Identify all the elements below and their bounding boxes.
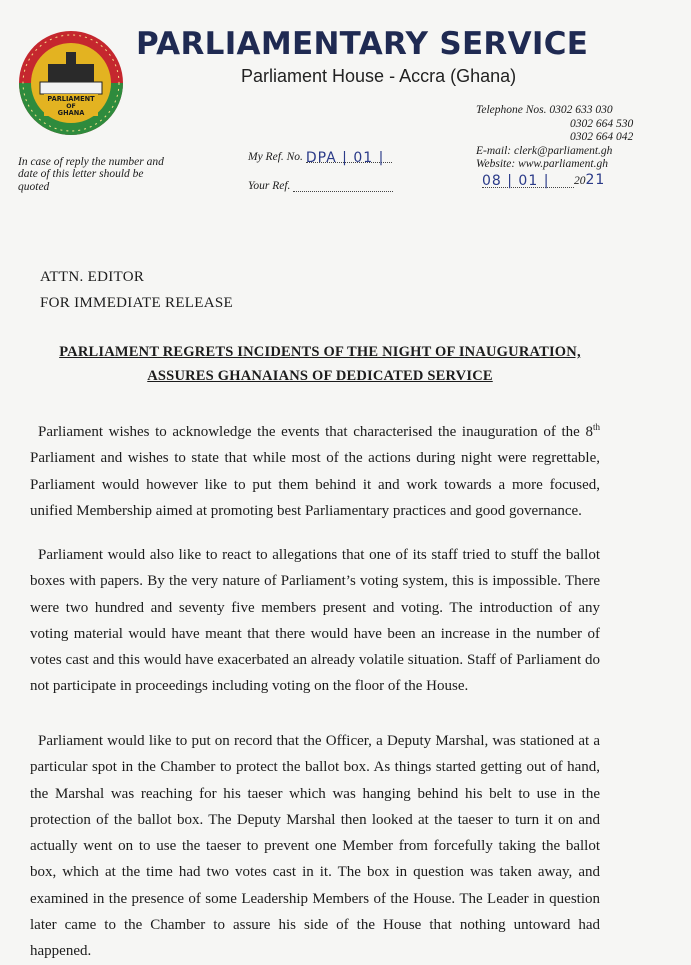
email-address: clerk@parliament.gh — [514, 144, 613, 157]
email-label: E-mail: — [476, 144, 512, 157]
press-release-headline — [40, 340, 600, 388]
your-ref-label: Your Ref. — [248, 180, 291, 192]
website-address: www.parliament.gh — [518, 158, 608, 171]
my-ref-label: My Ref. No. — [248, 151, 303, 163]
paragraph-1-superscript: th — [592, 422, 600, 432]
date-handwritten: 08 | 01 | — [482, 173, 550, 189]
your-ref-line — [248, 179, 393, 192]
logo-text-line3: GHANA — [57, 109, 85, 117]
logo-text-line1: PARLIAMENT — [47, 95, 95, 103]
your-ref-field — [293, 179, 393, 192]
my-ref-field — [305, 150, 392, 166]
date-year-prefix: 20 — [574, 175, 586, 187]
body-paragraph-3: Parliament would like to put on record that the Officer, a Deputy Marshal, was stationed at a particular spot in the Chamber to protect the ballot box. As things started getting out of hand, the Marshal was reaching for his taeser which was hanging behind his belt to use in the protection of the ballot box. The Deputy Marshal then looked at the taeser to turn it on and actually went on to use the taeser to prevent one Member from forcefully taking the ballot box, which at the time had two votes cast in it. The box in question was taken away, and examined in the presence of some Leadership Members of the House. The Leader in question later came to the Chamber to assure his side of the House that nothing untoward had happened. — [30, 733, 600, 960]
date-field — [482, 173, 574, 188]
headline-line-2: ASSURES GHANAIANS OF DEDICATED SERVICE — [147, 368, 493, 384]
paragraph-1-part-a: Parliament wishes to acknowledge the events that characterised the inauguration of the 8 — [38, 424, 593, 440]
body-paragraph-2: Parliament would also like to react to allegations that one of its staff tried to stuff the ballot boxes with papers. By the very nature of Parliament’s voting system, this is impossible. There were two hundred and seventy five members present and voting. The introduction of any voting material would have meant that there would have been an increase in the number of votes cast and this would have exacerbated an already volatile situation. Staff of Parliament do not participate in proceedings including voting on the floor of the House. — [30, 547, 600, 695]
attention-line-1: ATTN. EDITOR — [40, 269, 145, 285]
my-ref-value: DPA | 01 | — [305, 150, 385, 166]
attention-line-2: FOR IMMEDIATE RELEASE — [40, 295, 233, 311]
date-year-suffix: 21 — [585, 172, 606, 188]
body-paragraph-1 — [30, 414, 600, 524]
email-row — [476, 145, 633, 159]
telephone-number-3: 0302 664 042 — [570, 131, 634, 144]
website-label: Website: — [476, 158, 516, 171]
telephone-label: Telephone Nos. — [476, 104, 547, 116]
organization-address: Parliament House - Accra (Ghana) — [241, 66, 517, 86]
headline-line-1: PARLIAMENT REGRETS INCIDENTS OF THE NIGHT OF INAUGURATION, — [59, 344, 581, 360]
website-row — [476, 158, 633, 172]
logo-text-line2: OF — [66, 103, 76, 110]
parliament-seal-icon — [18, 30, 124, 136]
contact-block — [476, 104, 633, 172]
attention-block — [40, 264, 233, 316]
organization-name: PARLIAMENTARY SERVICE — [136, 26, 589, 62]
telephone-number-1: 0302 633 030 — [549, 104, 613, 116]
date-line — [482, 172, 605, 188]
telephone-row — [476, 104, 633, 118]
paragraph-1-part-b: Parliament and wishes to state that while most of the actions during night were regrettable, Parliament would however like to put them behind it and work towards a more focused, unified Membership aimed at promoting best Parliamentary practices and good governance. — [30, 450, 600, 519]
reply-note: In case of reply the number and date of this letter should be quoted — [18, 156, 164, 193]
my-ref-line — [248, 150, 392, 166]
telephone-number-2: 0302 664 530 — [570, 117, 634, 130]
